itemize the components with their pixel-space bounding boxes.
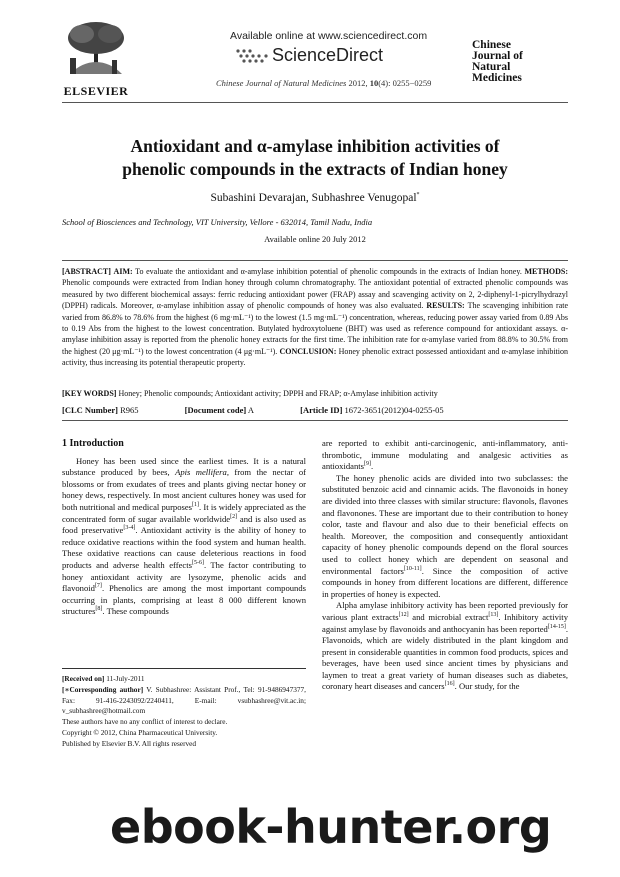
affiliation: School of Biosciences and Technology, VIT University, Vellore - 632014, Tamil Nadu, India (62, 217, 373, 227)
journal-name-box (472, 40, 562, 94)
abstract-label: [ABSTRACT] (62, 267, 111, 276)
publisher-name: ELSEVIER (63, 84, 129, 98)
methods-label: METHODS: (524, 267, 569, 276)
citation-ref: [5-6] (191, 560, 204, 567)
corresponding-note: [∗Corresponding author] V. Subhashree: Assistant Prof., Tel: 91-9486947377, Fax: 91-416-2243092/2240411, E-mail: vsubhashree@vit.ac.in; v_subhashree@hotmail.com (62, 684, 306, 716)
elsevier-tree-logo (62, 18, 130, 78)
footnote-divider (62, 668, 306, 669)
footnotes (62, 674, 306, 750)
results-text: The scavenging inhibition rate varied from 86.8% to 78.6% from the highest (6 mg·mL⁻¹) to the lowest (1.5 mg·mL⁻¹) concentration, whereas, reducing power assay varied from 0.89 Abs to 0.19 Abs from the highest to the lowest concentration. Butylated hydroxytoluene (BHT) was used as reference compound for antioxidant assays. α-amylase inhibition assay is reported from the phenolic honey extracts for the first time. The inhibition rate for α-amylase varied from 88.8% to 30.5% from the highest (20 μg·mL⁻¹) to the lowest concentration (4 μg·mL⁻¹). (62, 301, 569, 356)
available-online-link[interactable]: Available online at www.sciencedirect.com (230, 30, 428, 42)
keywords (62, 388, 568, 399)
abstract-divider-top (62, 260, 568, 261)
citation-volume: 10 (369, 78, 379, 88)
journal-line: Journal of (472, 50, 523, 62)
authors-text: Subashini Devarajan, Subhashree Venugopal (210, 192, 417, 204)
citation-ref: [10-11] (403, 565, 422, 572)
journal-citation (216, 78, 431, 88)
body-paragraph: The honey phenolic acids are divided into two subclasses: the substituted benzoic acid and cinnamic acids. The flavonoids in honey are divided into three classes with similar structure: flavonols, flavones and flavonones. These are important due to their contribution to honey color, taste and flavour and also due to their beneficial effects on health. Moreover, the composition and consequently antioxidant capacity of honey phenolic compounds depend on the floral sources used to collect honey which are dependent on seasonal and environmental factors[10-11]. Since the composition of active compounds in honey from different locations are different, difference in properties of honey is expected. (322, 472, 568, 599)
keywords-label: [KEY WORDS] (62, 389, 117, 398)
body-column-right (322, 438, 568, 693)
journal-line: Natural (472, 61, 511, 73)
citation-ref: [8] (95, 606, 103, 613)
methods-text: Phenolic compounds were extracted from Indian honey through column chromatography. The antioxidant potential of extracted phenolic compounds was measured by two different biochemical assays: ferric reducing antioxidant power (FRAP) assay and scavenging activity on 2, 2-diphenyl-1-picrylhydrazyl (DPPH) radicals. Moreover, α-amylase inhibition assay of phenolic compounds of honey was also evaluated. (62, 278, 568, 311)
citation-year: 2012, (348, 78, 368, 88)
aim-label: AIM: (113, 267, 133, 276)
section-heading-introduction: 1 Introduction (62, 438, 124, 449)
citation-ref: [9] (364, 461, 372, 468)
corresponding-mark: * (416, 192, 420, 199)
available-date: Available online 20 July 2012 (264, 234, 366, 244)
citation-ref: [14-15] (547, 623, 566, 630)
article-title (62, 135, 568, 181)
title-line: phenolic compounds in the extracts of Indian honey (122, 159, 508, 179)
citation-ref: [2] (230, 513, 238, 520)
citation-ref: [1] (192, 502, 200, 509)
article-id: [Article ID] 1672-3651(2012)04-0255-05 (300, 405, 444, 415)
title-line: Antioxidant and α-amylase inhibition activities of (130, 136, 500, 156)
watermark-text: ebook-hunter.org (110, 800, 552, 854)
body-column-left (62, 438, 306, 618)
clc-number: [CLC Number] R965 (62, 405, 139, 415)
citation-journal: Chinese Journal of Natural Medicines (216, 78, 347, 88)
author-list (62, 192, 568, 204)
conclusion-label: CONCLUSION: (279, 346, 337, 356)
citation-ref: [13] (488, 612, 499, 619)
journal-line: Medicines (472, 72, 522, 84)
conflict-note: These authors have no any conflict of interest to declare. (62, 717, 228, 727)
aim-text: To evaluate the antioxidant and α-amylase inhibition potential of phenolic compounds in the extracts of Indian honey. (135, 267, 522, 276)
intro-paragraph: Honey has been used since the earliest times. It is a natural substance produced by bees, Apis mellifera, from the nectar of blossoms or from exudates of trees and plants giving nectar honey or honey dews, respectively. In most ancient cultures honey was used for both nutritional and medical purposes[1]. It is widely appreciated as the concentrated form of sugar available worldwide[2] and is also used as food preservative[3-4]. Antioxidant activity is the ability of honey to reduce oxidative reactions within the food system and human health. These oxidative reactions can cause deleterious reactions in food products and adverse health effects[5-6]. The factor contributing to honey antioxidant activity are lysozyme, phenolic acids and flavonoid[7]. Phenolics are among the most important compounds occurring in plants, comprising at least 8 000 different known structures[8]. These compounds (62, 455, 306, 617)
citation-ref: [12] (398, 612, 409, 619)
abstract-block (62, 266, 568, 369)
body-paragraph: Alpha amylase inhibitory activity has been reported previously for various plant extracts[12] and microbial extract[13]. Inhibitory activity against amylase by flavonoids and anthocyanin has been reported[14-15]. Flavonoids, which are widely distributed in the plant kingdom and present in considerable quantities in common food products, spices and beverages, have been used since ancient times by physicians and laymen to treat a great variety of human diseases such as diabetes, coronary heart diseases and cancers[16]. Our study, for the (322, 600, 568, 692)
journal-line: Chinese (472, 39, 511, 51)
citation-pages: (4): 0255−0259 (378, 78, 432, 88)
document-code: [Document code] A (184, 405, 255, 415)
citation-ref: [16] (444, 681, 455, 688)
keywords-text: Honey; Phenolic compounds; Antioxidant activity; DPPH and FRAP; α-Amylase inhibition activity (118, 389, 438, 398)
species-name: Apis mellifera (175, 467, 227, 478)
abstract-divider-bottom (62, 420, 568, 421)
header-divider (62, 102, 568, 103)
received-note: [Received on] 11-July-2011 (62, 674, 145, 683)
conclusion-text: Honey phenolic extract possessed antioxidant and α-amylase inhibition activity, thus increasing its potential therapeutic property. (62, 346, 569, 368)
sciencedirect-dots-icon (232, 46, 272, 66)
classification-row (62, 405, 568, 415)
copyright-note: Copyright © 2012, China Pharmaceutical University. (62, 727, 218, 737)
sciencedirect-logo: ScienceDirect (272, 45, 384, 65)
body-paragraph: are reported to exhibit anti-carcinogenic, anti-inflammatory, anti-thrombotic, immune modulating and analgesic activities as antioxidants[9]. (322, 438, 568, 472)
results-label: RESULTS: (426, 301, 465, 311)
citation-ref: [7] (94, 583, 102, 590)
published-note: Published by Elsevier B.V. All rights reserved (62, 738, 197, 748)
citation-ref: [3-4] (123, 525, 136, 532)
